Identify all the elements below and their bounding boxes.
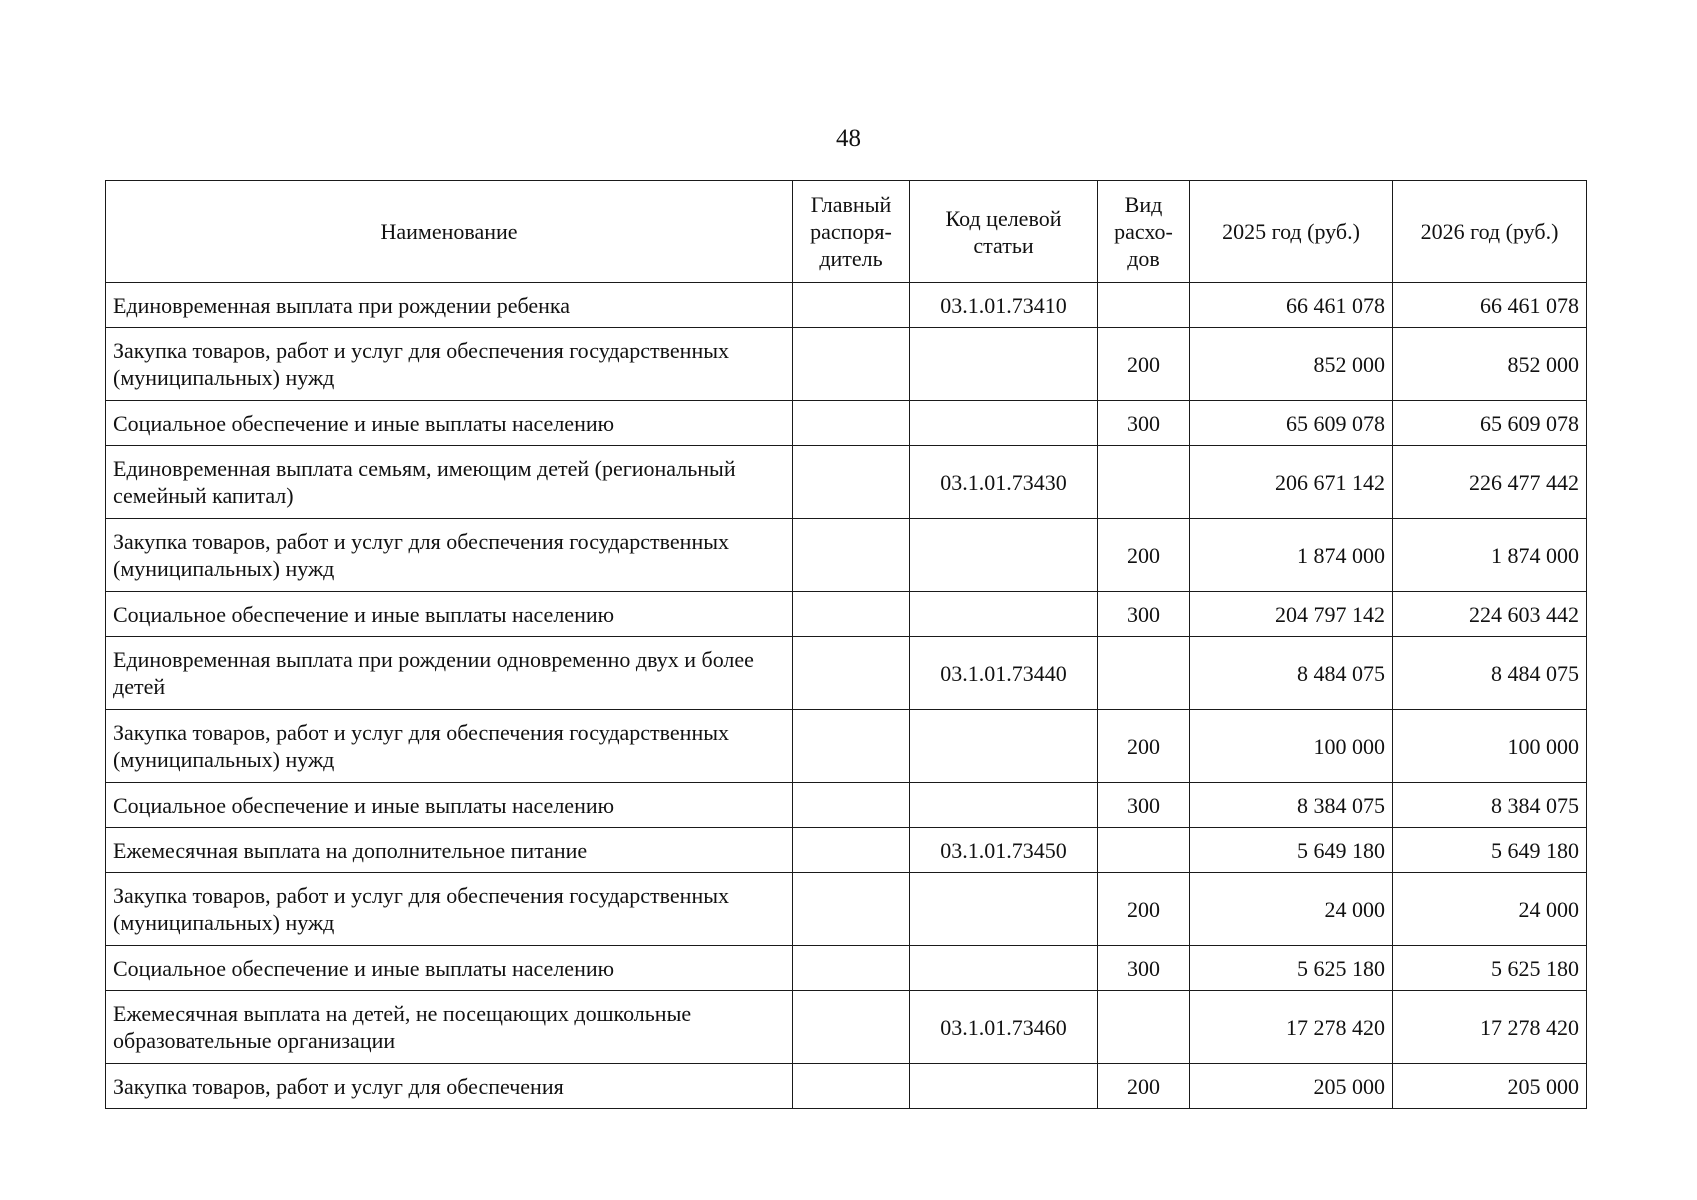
cell-year-2026: 24 000	[1393, 873, 1587, 946]
header-name: Наименование	[106, 181, 793, 283]
cell-code	[910, 946, 1098, 991]
page-number: 48	[836, 125, 861, 152]
table-row	[106, 328, 1587, 401]
cell-year-2025: 1 874 000	[1190, 519, 1393, 592]
cell-code	[910, 873, 1098, 946]
cell-code: 03.1.01.73410	[910, 283, 1098, 328]
cell-manager	[793, 283, 910, 328]
cell-manager	[793, 592, 910, 637]
cell-year-2025: 65 609 078	[1190, 401, 1393, 446]
cell-name: Единовременная выплата семьям, имеющим детей (региональный семейный капитал)	[106, 446, 793, 519]
cell-expense-type	[1098, 637, 1190, 710]
cell-year-2025: 8 384 075	[1190, 783, 1393, 828]
cell-name: Закупка товаров, работ и услуг для обеспечения	[106, 1064, 793, 1109]
cell-year-2026: 224 603 442	[1393, 592, 1587, 637]
cell-code: 03.1.01.73430	[910, 446, 1098, 519]
cell-expense-type: 300	[1098, 946, 1190, 991]
cell-name: Закупка товаров, работ и услуг для обеспечения государственных (муниципальных) нужд	[106, 873, 793, 946]
cell-expense-type	[1098, 991, 1190, 1064]
cell-expense-type: 300	[1098, 783, 1190, 828]
table-row	[106, 873, 1587, 946]
table-row	[106, 783, 1587, 828]
cell-year-2026: 5 649 180	[1393, 828, 1587, 873]
cell-year-2025: 17 278 420	[1190, 991, 1393, 1064]
cell-year-2025: 852 000	[1190, 328, 1393, 401]
table-row	[106, 446, 1587, 519]
cell-code	[910, 1064, 1098, 1109]
cell-expense-type: 200	[1098, 328, 1190, 401]
table-row	[106, 710, 1587, 783]
cell-year-2025: 5 649 180	[1190, 828, 1393, 873]
cell-year-2026: 205 000	[1393, 1064, 1587, 1109]
cell-code: 03.1.01.73440	[910, 637, 1098, 710]
cell-expense-type: 200	[1098, 710, 1190, 783]
cell-name: Единовременная выплата при рождении одновременно двух и более детей	[106, 637, 793, 710]
cell-year-2026: 100 000	[1393, 710, 1587, 783]
cell-year-2026: 5 625 180	[1393, 946, 1587, 991]
cell-expense-type: 200	[1098, 1064, 1190, 1109]
cell-code	[910, 592, 1098, 637]
cell-code	[910, 328, 1098, 401]
table-row	[106, 946, 1587, 991]
cell-code: 03.1.01.73450	[910, 828, 1098, 873]
table-row	[106, 283, 1587, 328]
cell-name: Социальное обеспечение и иные выплаты населению	[106, 592, 793, 637]
table-row	[106, 592, 1587, 637]
cell-expense-type: 200	[1098, 519, 1190, 592]
cell-year-2026: 66 461 078	[1393, 283, 1587, 328]
table-row	[106, 1064, 1587, 1109]
cell-expense-type	[1098, 283, 1190, 328]
cell-manager	[793, 1064, 910, 1109]
cell-manager	[793, 637, 910, 710]
cell-year-2025: 24 000	[1190, 873, 1393, 946]
cell-year-2025: 205 000	[1190, 1064, 1393, 1109]
cell-manager	[793, 446, 910, 519]
header-manager: Главный распоря-дитель	[793, 181, 910, 283]
header-expense-type: Вид расхо-дов	[1098, 181, 1190, 283]
cell-manager	[793, 328, 910, 401]
cell-manager	[793, 401, 910, 446]
header-code: Код целевой статьи	[910, 181, 1098, 283]
cell-expense-type	[1098, 446, 1190, 519]
cell-year-2026: 8 384 075	[1393, 783, 1587, 828]
cell-year-2025: 66 461 078	[1190, 283, 1393, 328]
table-header-row	[106, 181, 1587, 283]
cell-name: Закупка товаров, работ и услуг для обеспечения государственных (муниципальных) нужд	[106, 710, 793, 783]
cell-name: Единовременная выплата при рождении ребенка	[106, 283, 793, 328]
cell-name: Социальное обеспечение и иные выплаты населению	[106, 783, 793, 828]
cell-name: Закупка товаров, работ и услуг для обеспечения государственных (муниципальных) нужд	[106, 328, 793, 401]
cell-code	[910, 710, 1098, 783]
cell-code	[910, 783, 1098, 828]
cell-expense-type: 200	[1098, 873, 1190, 946]
cell-name: Социальное обеспечение и иные выплаты населению	[106, 401, 793, 446]
cell-year-2025: 206 671 142	[1190, 446, 1393, 519]
cell-year-2026: 226 477 442	[1393, 446, 1587, 519]
cell-code	[910, 519, 1098, 592]
budget-table	[105, 180, 1587, 1109]
cell-year-2026: 852 000	[1393, 328, 1587, 401]
cell-manager	[793, 828, 910, 873]
cell-manager	[793, 991, 910, 1064]
cell-manager	[793, 873, 910, 946]
header-year-2025: 2025 год (руб.)	[1190, 181, 1393, 283]
cell-manager	[793, 946, 910, 991]
cell-year-2025: 100 000	[1190, 710, 1393, 783]
cell-year-2025: 5 625 180	[1190, 946, 1393, 991]
table-row	[106, 637, 1587, 710]
cell-code: 03.1.01.73460	[910, 991, 1098, 1064]
table-row	[106, 519, 1587, 592]
cell-year-2026: 1 874 000	[1393, 519, 1587, 592]
cell-year-2026: 17 278 420	[1393, 991, 1587, 1064]
cell-name: Социальное обеспечение и иные выплаты населению	[106, 946, 793, 991]
cell-expense-type: 300	[1098, 592, 1190, 637]
table-body	[106, 283, 1587, 1109]
cell-manager	[793, 783, 910, 828]
cell-name: Ежемесячная выплата на детей, не посещающих дошкольные образовательные организации	[106, 991, 793, 1064]
cell-name: Ежемесячная выплата на дополнительное питание	[106, 828, 793, 873]
cell-expense-type: 300	[1098, 401, 1190, 446]
table-row	[106, 828, 1587, 873]
cell-code	[910, 401, 1098, 446]
cell-year-2026: 65 609 078	[1393, 401, 1587, 446]
cell-name: Закупка товаров, работ и услуг для обеспечения государственных (муниципальных) нужд	[106, 519, 793, 592]
cell-manager	[793, 519, 910, 592]
cell-expense-type	[1098, 828, 1190, 873]
table-row	[106, 401, 1587, 446]
cell-year-2025: 8 484 075	[1190, 637, 1393, 710]
header-year-2026: 2026 год (руб.)	[1393, 181, 1587, 283]
cell-manager	[793, 710, 910, 783]
table-row	[106, 991, 1587, 1064]
cell-year-2025: 204 797 142	[1190, 592, 1393, 637]
cell-year-2026: 8 484 075	[1393, 637, 1587, 710]
